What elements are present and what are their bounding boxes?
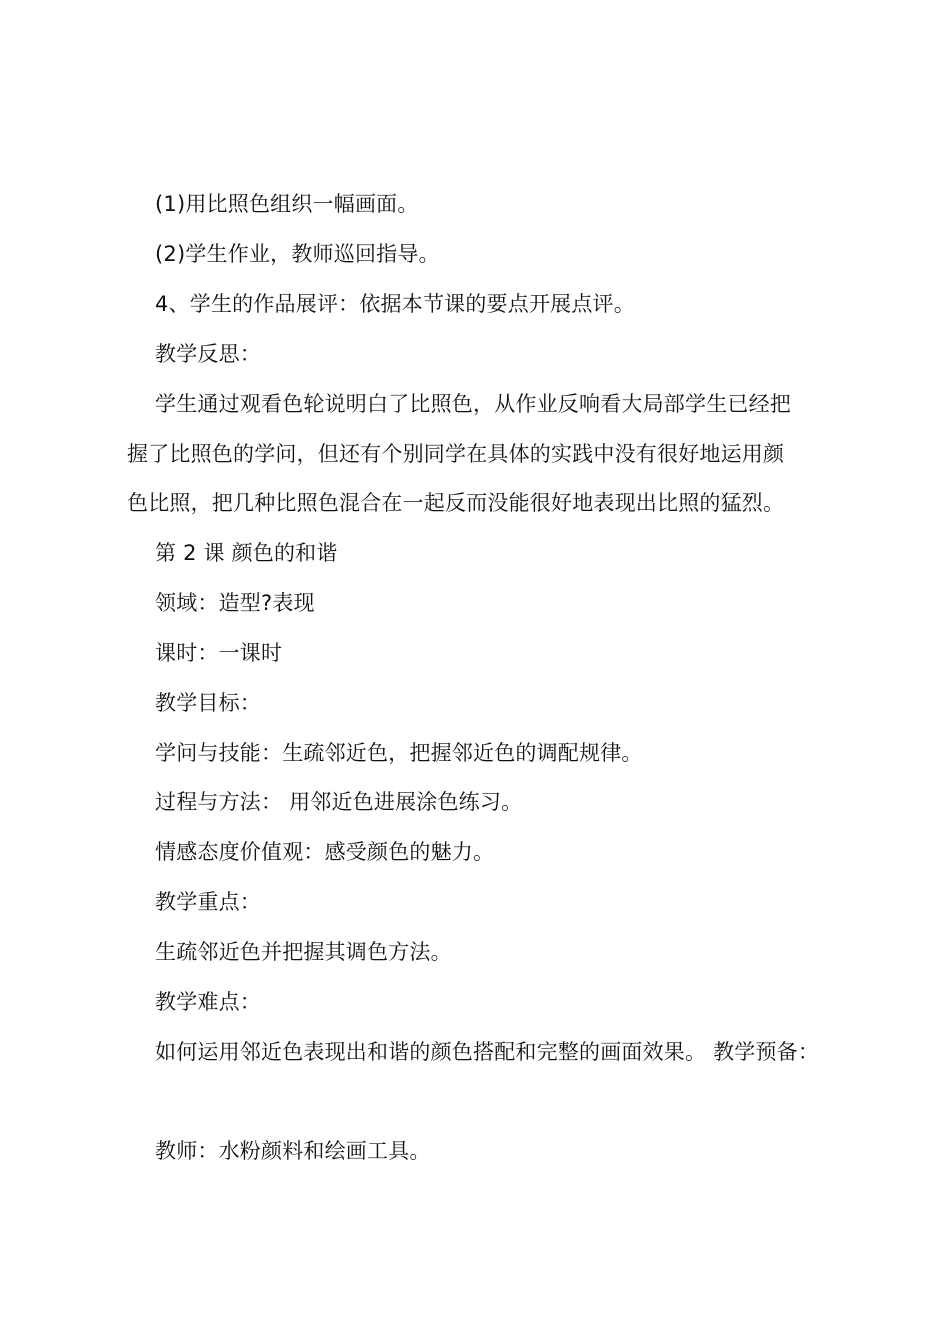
difficulty-text: 如何运用邻近色表现出和谐的颜色搭配和完整的画面效果。 教学预备：	[155, 1040, 820, 1064]
difficulty-heading: 教学难点：	[155, 990, 261, 1014]
reflection-heading: 教学反思：	[155, 342, 261, 366]
duration-line: 课时：一课时	[155, 641, 283, 665]
knowledge-skill-line: 学问与技能：生疏邻近色，把握邻近色的调配规律。	[155, 741, 643, 765]
reflection-paragraph-line-1: 学生通过观看色轮说明白了比照色，从作业反响看大局部学生已经把	[155, 392, 791, 416]
domain-line: 领域：造型?表现	[155, 591, 315, 615]
objectives-heading: 教学目标：	[155, 691, 261, 715]
key-point-heading: 教学重点：	[155, 890, 261, 914]
reflection-paragraph-line-2: 握了比照色的学问，但还有个别同学在具体的实践中没有很好地运用颜	[127, 442, 785, 466]
key-point-text: 生疏邻近色并把握其调色方法。	[155, 940, 452, 964]
process-method-line: 过程与方法： 用邻近色进展涂色练习。	[155, 790, 523, 814]
step-1-line: (1)用比照色组织一幅画面。	[155, 192, 419, 216]
lesson-title: 第 2 课 颜色的和谐	[155, 541, 338, 565]
reflection-paragraph-line-3: 色比照，把几种比照色混合在一起反而没能很好地表现出比照的猛烈。	[127, 491, 785, 515]
step-4-line: 4、学生的作品展评：依据本节课的要点开展点评。	[155, 292, 635, 316]
emotion-values-line: 情感态度价值观：感受颜色的魅力。	[155, 840, 495, 864]
teacher-preparation-line: 教师：水粉颜料和绘画工具。	[155, 1139, 431, 1163]
step-2-line: (2)学生作业，教师巡回指导。	[155, 242, 440, 266]
